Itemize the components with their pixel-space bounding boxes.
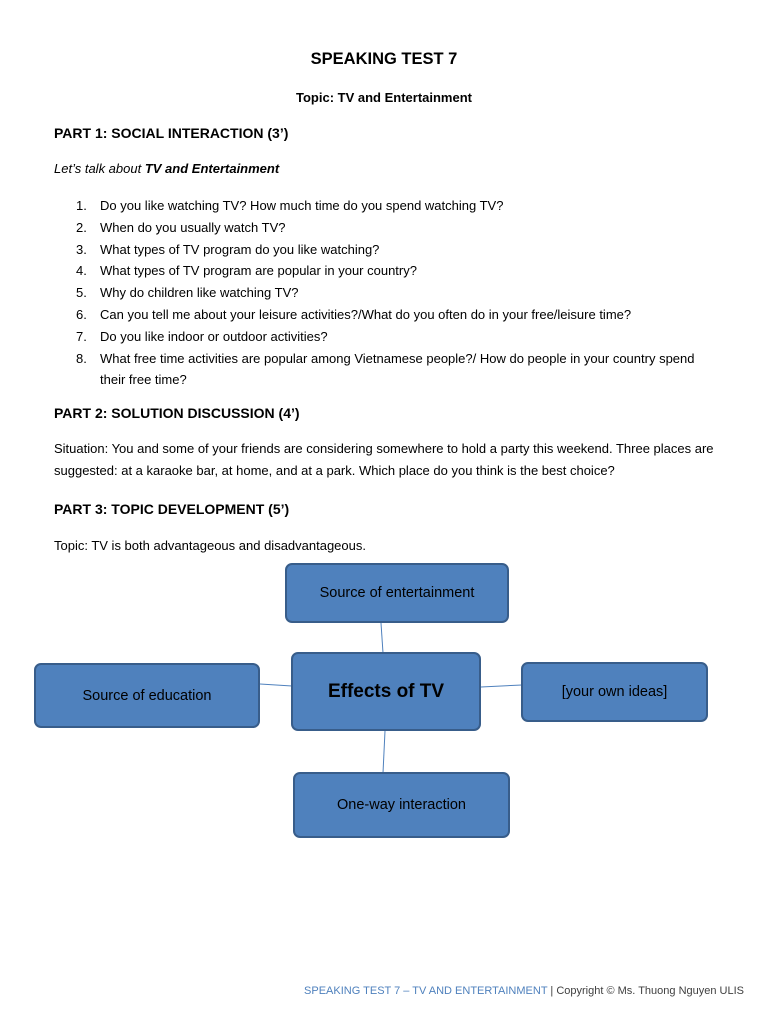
part3-topic: Topic: TV is both advantageous and disadvantageous. [54, 538, 366, 553]
connector-left [260, 684, 292, 686]
document-topic: Topic: TV and Entertainment [296, 90, 472, 105]
question-text: Can you tell me about your leisure activities?/What do you often do in your free/leisure time? [100, 306, 632, 322]
part1-intro-prefix: Let’s talk about [54, 161, 145, 176]
question-number: 3. [76, 241, 87, 257]
question-number: 5. [76, 285, 87, 301]
document-title: SPEAKING TEST 7 [310, 50, 458, 68]
footer-title: SPEAKING TEST 7 – TV AND ENTERTAINMENT [304, 985, 548, 997]
mindmap-node-entertainment: Source of entertainment [285, 563, 509, 623]
question-text: Do you like watching TV? How much time do you spend watching TV? [100, 198, 504, 213]
connector-bottom [383, 731, 385, 773]
question-text: When do you usually watch TV? [100, 219, 286, 235]
question-text: Why do children like watching TV? [100, 285, 299, 301]
question-text: What free time activities are popular among Vietnamese people?/ How do people in your country spend their free time? [100, 350, 695, 388]
question-number: 2. [76, 219, 87, 235]
mindmap-center-node: Effects of TV [291, 652, 481, 731]
question-text: What types of TV program are popular in your country? [100, 263, 417, 279]
part2-heading: PART 2: SOLUTION DISCUSSION (4’) [54, 405, 300, 421]
connector-right [481, 685, 522, 687]
question-text: What types of TV program do you like watching? [100, 241, 380, 257]
question-number: 6. [76, 306, 87, 322]
question-text: Do you like indoor or outdoor activities? [100, 328, 328, 344]
mindmap-node-education: Source of education [34, 663, 260, 728]
mindmap-node-own-ideas: [your own ideas] [521, 662, 708, 722]
question-number: 8. [76, 350, 87, 366]
part1-heading: PART 1: SOCIAL INTERACTION (3’) [54, 125, 289, 141]
footer-separator: | [547, 985, 557, 997]
part2-situation: Situation: You and some of your friends are considering somewhere to hold a party this weekend. Three places are suggested: at a karaoke bar, at home, and at a park. Which place do you think is the best choice? [54, 441, 714, 478]
question-number: 7. [76, 328, 87, 344]
part1-intro-topic: TV and Entertainment [144, 161, 280, 176]
part3-heading: PART 3: TOPIC DEVELOPMENT (5’) [54, 501, 290, 517]
page-footer [0, 985, 744, 997]
connector-top [381, 623, 383, 653]
footer-copyright: Copyright © Ms. Thuong Nguyen ULIS [556, 985, 744, 997]
mindmap-node-one-way-interaction: One-way interaction [293, 772, 510, 838]
question-number: 1. [76, 198, 87, 213]
question-number: 4. [76, 263, 87, 279]
